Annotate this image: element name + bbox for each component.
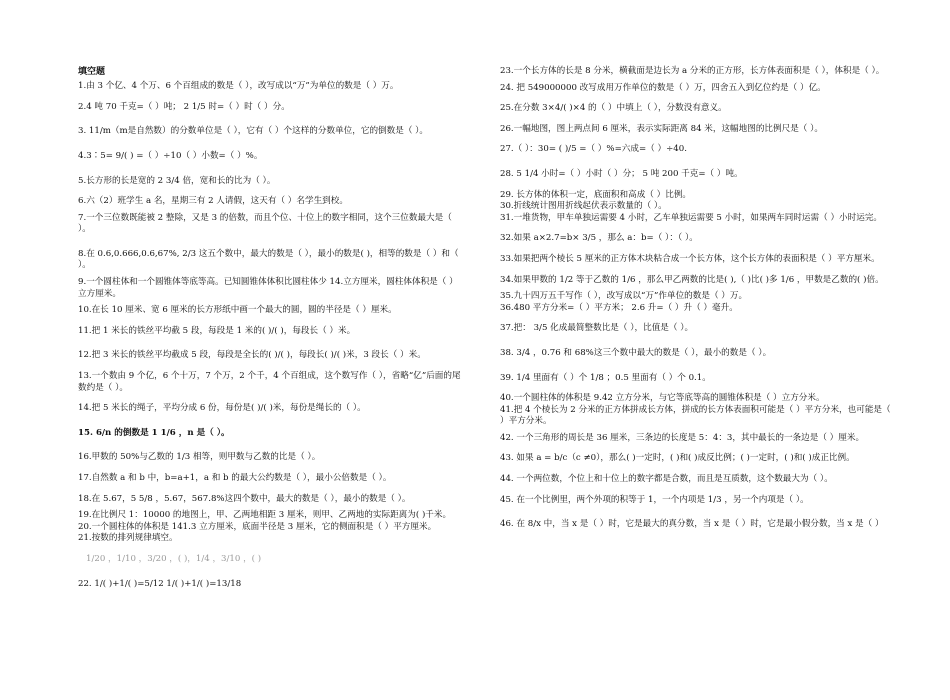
question-6: 6.六（2）班学生 a 名，星期三有 2 人请假，这天有（ ）名学生到校。 bbox=[78, 196, 348, 207]
question-21: 21.按数的排列规律填空。 bbox=[78, 533, 178, 544]
left-column bbox=[78, 66, 464, 590]
question-28: 28. 5 1/4 小时=（ ）小时（ ）分； 5 吨 200 千克=（ ）吨。 bbox=[500, 168, 743, 179]
right-column bbox=[500, 66, 892, 531]
question-12: 12.把 3 米长的铁丝平均截成 5 段，每段是全长的( )/( )，每段长( )/( )米，3 段长（ ）米。 bbox=[78, 350, 426, 361]
question-25: 25.在分数 3×4/( )×4 的（ ）中填上（ ），分数没有意义。 bbox=[500, 103, 727, 114]
question-3: 3. 11/m（m是自然数）的分数单位是（ ），它有（ ）个这样的分数单位，它的倒数是（ ）。 bbox=[78, 126, 429, 137]
question-4: 4.3∶5= 9/( ) =（ ）÷10（ ）小数=（ ）%。 bbox=[78, 150, 263, 161]
question-21-sequence: 1/20 ，1/10 ，3/20 ，( )，1/4 ，3/10 ，( ) bbox=[86, 553, 262, 564]
question-1: 1.由 3 个亿、4 个万、6 个百组成的数是（ ），改写成以“万”为单位的数是（ ）万。 bbox=[78, 81, 399, 92]
question-44: 44. 一个两位数，个位上和十位上的数字都是合数，而且是互质数，这个数最大为（ ）。 bbox=[500, 474, 833, 485]
section-heading: 填空题 bbox=[78, 67, 106, 77]
question-19: 19.在比例尺 1：10000 的地图上，甲、乙两地相距 3 厘米，则甲、乙两地的实际距离为( )千米。 bbox=[78, 510, 452, 521]
question-31: 31.一堆货物，甲车单独运需要 4 小时，乙车单独运需要 5 小时，如果两车同时运需（ ）小时运完。 bbox=[500, 212, 883, 223]
question-36: 36.480 平方分米=（ ）平方米； 2.6 升=（ ）升（ ）毫升。 bbox=[500, 302, 738, 313]
question-2: 2.4 吨 70 千克=（ ）吨； 2 1/5 时=（ ）时（ ）分。 bbox=[78, 101, 290, 112]
question-46: 46. 在 8/x 中，当 x 是（ ）时，它是最大的真分数，当 x 是（ ）时，它是最小假分数，当 x 是（ ） bbox=[500, 519, 884, 530]
question-27: 27.（ ）：30= ( )/5 =（ ）%=六成=（ ）÷40. bbox=[500, 144, 687, 155]
question-8: 8.在 0.6,0.666,0.6,67%, 2/3 这五个数中，最大的数是（ ），最小的数是( )，相等的数是（ ）和（ ）。 bbox=[78, 248, 459, 271]
question-29: 29. 长方体的体积一定，底面积和高成（ ）比例。 bbox=[500, 189, 692, 200]
question-26: 26.一幅地图，图上两点间 6 厘米，表示实际距离 84 米，这幅地图的比例尺是（ ）。 bbox=[500, 123, 824, 134]
question-33: 33.如果把两个棱长 5 厘米的正方体木块粘合成一个长方体，这个长方体的表面积是（ ）平方厘米。 bbox=[500, 253, 880, 264]
question-20: 20.一个圆柱体的体积是 141.3 立方厘米，底面半径是 3 厘米，它的侧面积是（ ）平方厘米。 bbox=[78, 521, 437, 532]
question-23: 23.一个长方体的长是 8 分米，横截面是边长为 a 分米的正方形，长方体表面积是（ ），体积是（ ）。 bbox=[500, 66, 885, 76]
question-43: 43. 如果 a = b/c（c ≠0），那么( )一定时，( )和( )成反比例；( )一定时，( )和( )成正比例。 bbox=[500, 453, 855, 464]
question-24: 24. 把 549000000 改写成用万作单位的数是（ ）万，四舍五入到亿位约是（ ）亿。 bbox=[500, 82, 826, 93]
question-41: 41.把 4 个棱长为 2 分米的正方体拼成长方体，拼成的长方体表面积可能是（ ）平方分米，也可能是（ ）平方分米。 bbox=[500, 404, 891, 427]
question-17: 17.自然数 a 和 b 中，b=a+1，a 和 b 的最大公约数是（ ），最小公倍数是（ ）。 bbox=[78, 473, 392, 484]
question-18: 18.在 5.67，5 5/8 ，5.67，567.8%这四个数中，最大的数是（ ），最小的数是（ ）。 bbox=[78, 493, 411, 504]
question-9: 9.一个圆柱体和一个圆锥体等底等高。已知圆锥体体积比圆柱体少 14.立方厘米，圆柱体体积是（ ）立方厘米。 bbox=[78, 277, 458, 299]
question-39: 39. 1/4 里面有（ ）个 1/8 ；0.5 里面有（ ）个 0.1。 bbox=[500, 372, 711, 383]
question-37: 37.把： 3/5 化成最简整数比是（ ），比值是（ ）。 bbox=[500, 323, 694, 334]
question-45: 45. 在一个比例里，两个外项的积等于 1，一个内项是 1/3 ，另一个内项是（ ）。 bbox=[500, 494, 809, 505]
question-40: 40.一个圆柱体的体积是 9.42 立方分米，与它等底等高的圆锥体积是（ ）立方分米。 bbox=[500, 393, 825, 404]
question-32: 32.如果 a×2.7=b× 3/5 ，那么 a：b=（ ）：（ ）。 bbox=[500, 233, 698, 244]
question-42: 42. 一个三角形的周长是 36 厘米，三条边的长度是 5：4：3，其中最长的一条边是（ ）厘米。 bbox=[500, 432, 865, 443]
question-15: 15. 6/n 的倒数是 1 1/6 ，n 是（ ）。 bbox=[78, 427, 230, 438]
question-35: 35.九十四万五千写作（ ），改写成以“万”作单位的数是（ ）万。 bbox=[500, 291, 748, 302]
question-11: 11.把 1 米长的铁丝平均截 5 段，每段是 1 米的( )/( )，每段长（ ）米。 bbox=[78, 325, 356, 336]
question-10: 10.在长 10 厘米、宽 6 厘米的长方形纸中画一个最大的圆，圆的半径是（ ）厘米。 bbox=[78, 305, 397, 316]
question-7: 7.一个三位数既能被 2 整除，又是 3 的倍数，而且个位、十位上的数字相同，这个三位数最大是（ ）。 bbox=[78, 212, 452, 235]
question-16: 16.甲数的 50%与乙数的 1/3 相等，则甲数与乙数的比是（ ）。 bbox=[78, 452, 321, 463]
question-13: 13.一个数由 9 个亿，6 个十万，7 个万，2 个千，4 个百组成，这个数写作（ ），省略“亿”后面的尾数约是（ ）。 bbox=[78, 371, 461, 393]
question-5: 5.长方形的长是宽的 2 3/4 倍，宽和长的比为（ ）。 bbox=[78, 175, 276, 186]
question-30: 30.折线统计图用折线起伏表示数量的（ ）。 bbox=[500, 201, 667, 212]
question-38: 38. 3/4 ，0.76 和 68%这三个数中最大的数是（ ），最小的数是（ ）。 bbox=[500, 347, 772, 358]
question-14: 14.把 5 米长的绳子，平均分成 6 份，每份是( )/( )米，每份是绳长的（ ）。 bbox=[78, 403, 366, 414]
question-34: 34.如果甲数的 1/2 等于乙数的 1/6 ，那么甲乙两数的比是( ),（ )比( )多 1/6 ，甲数是乙数的( )倍。 bbox=[500, 274, 884, 285]
question-22: 22. 1/( )+1/( )=5/12 1/( )+1/( )=13/18 bbox=[78, 578, 242, 589]
